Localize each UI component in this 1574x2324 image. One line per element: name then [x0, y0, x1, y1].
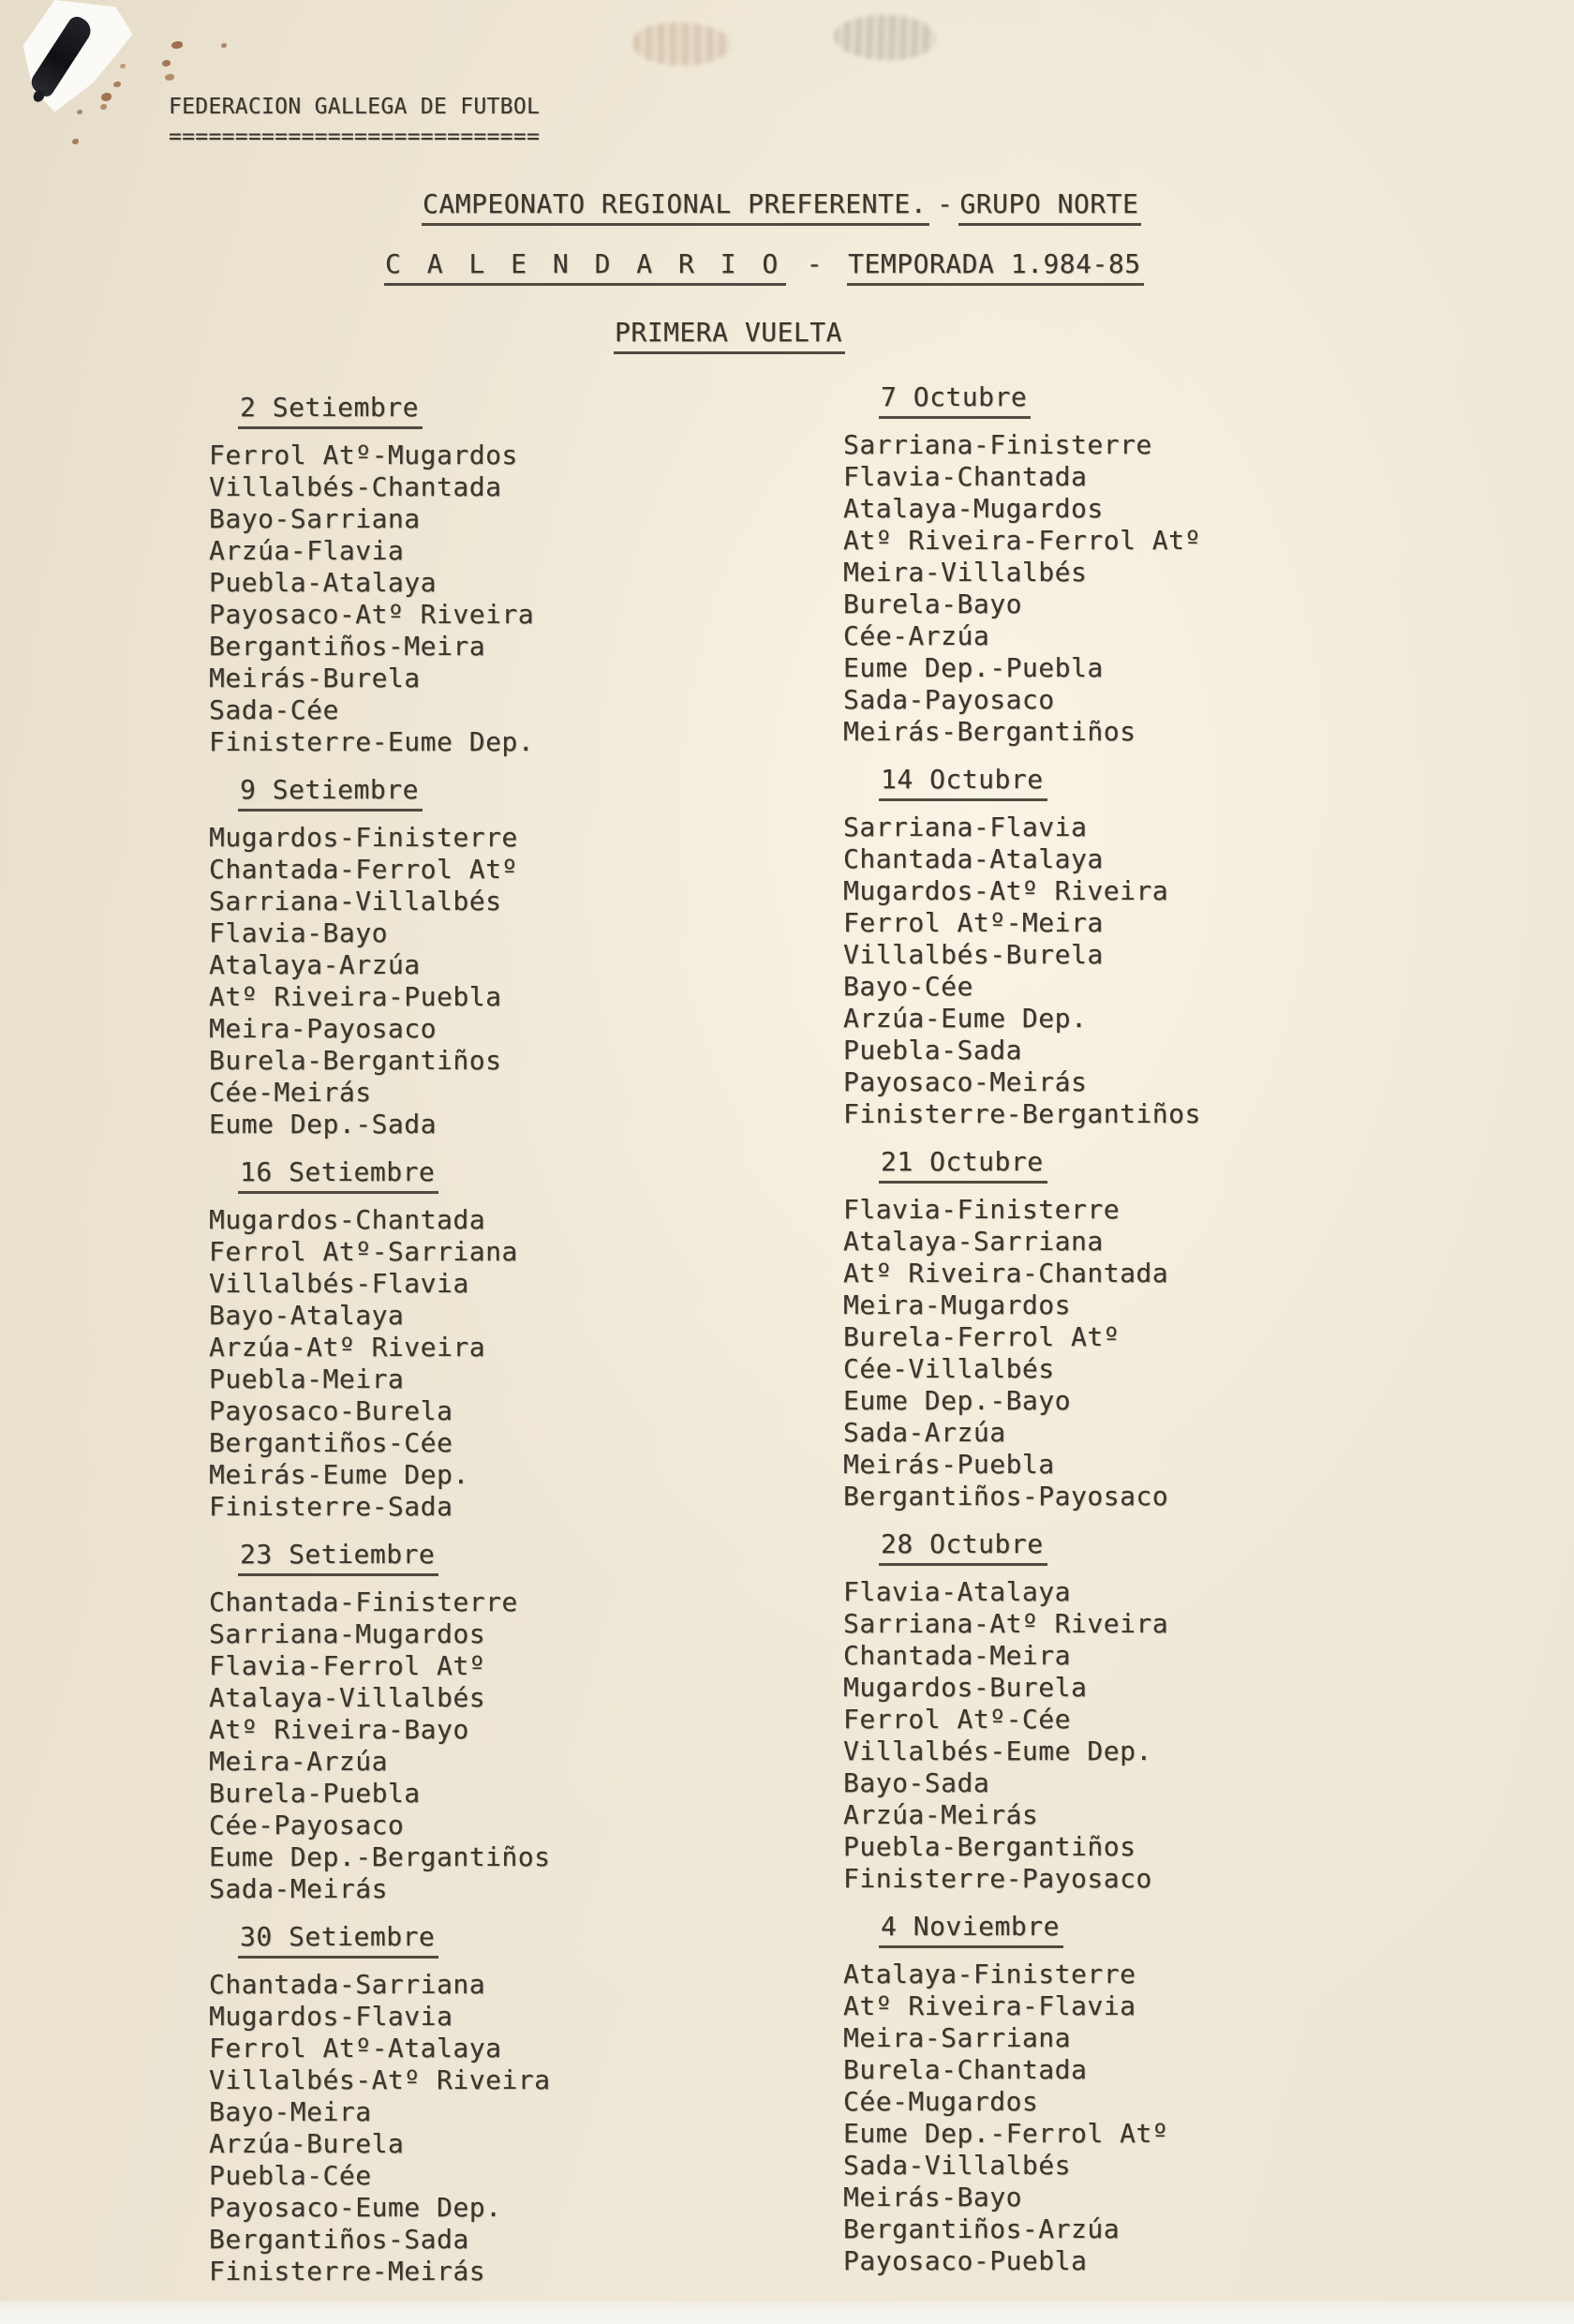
match-fixture: Sarriana-Flavia: [843, 812, 1088, 842]
match-fixture: Finisterre-Eume Dep.: [209, 726, 535, 757]
match-fixture: Eume Dep.-Bergantiños: [209, 1841, 551, 1872]
match-fixture: Burela-Bayo: [843, 588, 1022, 619]
match-fixture: Meirás-Burela: [209, 663, 421, 693]
match-fixture: Puebla-Sada: [843, 1035, 1022, 1065]
matchday-section: [843, 764, 1330, 1130]
paper-speck: [171, 41, 183, 49]
matchday-date-heading: 30 Setiembre: [238, 1921, 438, 1959]
matchday-fixtures: [209, 822, 696, 1140]
match-fixture: Burela-Puebla: [209, 1778, 421, 1809]
championship-title: [422, 188, 1141, 226]
match-fixture: Cée-Arzúa: [843, 620, 990, 651]
match-fixture: Payosaco-Eume Dep.: [209, 2192, 502, 2223]
match-fixture: Sarriana-Atº Riveira: [843, 1608, 1169, 1639]
match-fixture: Burela-Bergantiños: [209, 1045, 502, 1076]
match-fixture: Atalaya-Mugardos: [843, 493, 1104, 524]
matchday-fixtures: [843, 429, 1330, 748]
match-fixture: Bergantiños-Payosaco: [843, 1481, 1169, 1512]
match-fixture: Mugardos-Flavia: [209, 2001, 453, 2032]
matchday-date-heading: 2 Setiembre: [238, 392, 423, 429]
matchday-date-heading: 4 Noviembre: [879, 1911, 1063, 1948]
match-fixture: Flavia-Atalaya: [843, 1576, 1072, 1607]
match-fixture: Bergantiños-Cée: [209, 1427, 453, 1458]
match-fixture: Sarriana-Villalbés: [209, 886, 502, 916]
calendar-word: C A L E N D A R I O: [384, 248, 786, 286]
match-fixture: Ferrol Atº-Mugardos: [209, 439, 518, 470]
championship-title-main: CAMPEONATO REGIONAL PREFERENTE.: [422, 188, 929, 226]
match-fixture: Bergantiños-Meira: [209, 631, 486, 662]
subtitle-separator: -: [806, 248, 824, 279]
match-fixture: Arzúa-Atº Riveira: [209, 1332, 486, 1363]
match-fixture: Atalaya-Sarriana: [843, 1226, 1104, 1257]
match-fixture: Mugardos-Atº Riveira: [843, 875, 1169, 906]
match-fixture: Payosaco-Meirás: [843, 1066, 1088, 1097]
match-fixture: Bayo-Meira: [209, 2096, 372, 2127]
matchday-fixtures: [843, 1959, 1330, 2277]
matchday-fixtures: [209, 1204, 696, 1523]
matchday-date-heading: 7 Octubre: [879, 381, 1031, 419]
match-fixture: Cée-Meirás: [209, 1077, 372, 1108]
match-fixture: Burela-Ferrol Atº: [843, 1321, 1121, 1352]
matchday-date-heading: 23 Setiembre: [238, 1539, 438, 1576]
paper-speck: [72, 139, 79, 144]
matchday-date-heading: 14 Octubre: [879, 764, 1047, 801]
match-fixture: Arzúa-Flavia: [209, 535, 405, 566]
matchday-date-heading: 28 Octubre: [879, 1528, 1047, 1566]
match-fixture: Atº Riveira-Flavia: [843, 1990, 1136, 2021]
match-fixture: Cée-Mugardos: [843, 2086, 1039, 2117]
match-fixture: Eume Dep.-Ferrol Atº: [843, 2118, 1169, 2149]
paper-speck: [165, 74, 174, 81]
match-fixture: Eume Dep.-Sada: [209, 1109, 438, 1140]
match-fixture: Villalbés-Chantada: [209, 471, 502, 502]
matchday-section: [209, 1539, 696, 1905]
match-fixture: Sarriana-Mugardos: [209, 1618, 486, 1649]
match-fixture: Flavia-Finisterre: [843, 1194, 1121, 1225]
matchday-date-heading: 9 Setiembre: [238, 774, 423, 812]
match-fixture: Mugardos-Chantada: [209, 1204, 486, 1235]
matchday-fixtures: [843, 1194, 1330, 1512]
match-fixture: Flavia-Bayo: [209, 917, 388, 948]
match-fixture: Puebla-Meira: [209, 1363, 405, 1394]
matchday-fixtures: [209, 439, 696, 758]
match-fixture: Sada-Meirás: [209, 1873, 388, 1904]
match-fixture: Atalaya-Finisterre: [843, 1959, 1136, 1989]
title-separator: -: [937, 188, 954, 219]
match-fixture: Cée-Payosaco: [209, 1810, 405, 1840]
match-fixture: Villalbés-Atº Riveira: [209, 2064, 551, 2095]
match-fixture: Meirás-Bergantiños: [843, 716, 1136, 747]
round-title-text: PRIMERA VUELTA: [614, 317, 845, 354]
match-fixture: Payosaco-Atº Riveira: [209, 599, 535, 630]
match-fixture: Chantada-Atalaya: [843, 843, 1104, 874]
match-fixture: Sada-Villalbés: [843, 2150, 1072, 2181]
pencil-smudge: [834, 15, 935, 60]
season-label: TEMPORADA 1.984-85: [847, 248, 1143, 286]
match-fixture: Meira-Mugardos: [843, 1289, 1072, 1320]
matchday-fixtures: [843, 1576, 1330, 1895]
match-fixture: Puebla-Atalaya: [209, 567, 438, 598]
match-fixture: Meira-Arzúa: [209, 1746, 388, 1777]
pencil-smudge: [633, 22, 731, 66]
match-fixture: Ferrol Atº-Sarriana: [209, 1236, 518, 1267]
match-fixture: Sada-Payosaco: [843, 684, 1055, 715]
match-fixture: Meirás-Bayo: [843, 2182, 1022, 2212]
match-fixture: Chantada-Finisterre: [209, 1587, 518, 1617]
match-fixture: Atº Riveira-Chantada: [843, 1258, 1169, 1289]
match-fixture: Ferrol Atº-Atalaya: [209, 2033, 502, 2063]
match-fixture: Atº Riveira-Ferrol Atº: [843, 525, 1201, 556]
match-fixture: Bayo-Cée: [843, 971, 973, 1002]
match-fixture: Eume Dep.-Bayo: [843, 1385, 1072, 1416]
matchday-fixtures: [843, 812, 1330, 1130]
match-fixture: Villalbés-Eume Dep.: [843, 1736, 1152, 1766]
match-fixture: Sada-Arzúa: [843, 1417, 1006, 1448]
match-fixture: Chantada-Ferrol Atº: [209, 854, 518, 885]
match-fixture: Chantada-Sarriana: [209, 1969, 486, 2000]
match-fixture: Bayo-Sada: [843, 1767, 990, 1798]
matchday-section: [843, 1911, 1330, 2277]
match-fixture: Meira-Villalbés: [843, 557, 1088, 588]
match-fixture: Atº Riveira-Bayo: [209, 1714, 469, 1745]
scan-edge: [0, 2302, 1574, 2324]
match-fixture: Chantada-Meira: [843, 1640, 1072, 1671]
match-fixture: Payosaco-Burela: [209, 1395, 453, 1426]
paper-speck: [100, 104, 107, 110]
match-fixture: Meirás-Puebla: [843, 1449, 1055, 1480]
match-fixture: Atalaya-Villalbés: [209, 1682, 486, 1713]
matchday-section: [843, 1528, 1330, 1895]
match-fixture: Bergantiños-Sada: [209, 2224, 469, 2255]
matchday-fixtures: [209, 1969, 696, 2287]
matchday-date-heading: 21 Octubre: [879, 1146, 1047, 1184]
match-fixture: Meirás-Eume Dep.: [209, 1459, 469, 1490]
matchday-section: [843, 1146, 1330, 1512]
paper-speck: [77, 110, 82, 114]
match-fixture: Villalbés-Flavia: [209, 1268, 469, 1299]
round-title: [614, 317, 845, 354]
match-fixture: Payosaco-Puebla: [843, 2245, 1088, 2276]
paper-speck: [162, 60, 171, 67]
match-fixture: Flavia-Ferrol Atº: [209, 1650, 486, 1681]
match-fixture: Arzúa-Burela: [209, 2128, 405, 2159]
match-fixture: Finisterre-Payosaco: [843, 1863, 1152, 1894]
matchday-section: [843, 381, 1330, 748]
paper-speck: [113, 82, 121, 87]
match-fixture: Ferrol Atº-Cée: [843, 1704, 1072, 1735]
match-fixture: Mugardos-Burela: [843, 1672, 1088, 1703]
match-fixture: Finisterre-Bergantiños: [843, 1098, 1201, 1129]
match-fixture: Meira-Sarriana: [843, 2022, 1072, 2053]
matchday-fixtures: [209, 1587, 696, 1905]
match-fixture: Ferrol Atº-Meira: [843, 907, 1104, 938]
fixtures-column-right: [843, 381, 1330, 2293]
match-fixture: Bayo-Atalaya: [209, 1300, 405, 1331]
match-fixture: Puebla-Bergantiños: [843, 1831, 1136, 1862]
match-fixture: Villalbés-Burela: [843, 939, 1104, 970]
federation-name: FEDERACION GALLEGA DE FUTBOL: [169, 95, 541, 119]
championship-title-group: GRUPO NORTE: [958, 188, 1141, 226]
matchday-section: [209, 392, 696, 758]
match-fixture: Finisterre-Sada: [209, 1491, 453, 1522]
matchday-section: [209, 1921, 696, 2287]
matchday-section: [209, 1156, 696, 1523]
match-fixture: Meira-Payosaco: [209, 1013, 438, 1044]
match-fixture: Bergantiños-Arzúa: [843, 2213, 1121, 2244]
match-fixture: Arzúa-Meirás: [843, 1799, 1039, 1830]
match-fixture: Puebla-Cée: [209, 2160, 372, 2191]
match-fixture: Sada-Cée: [209, 694, 339, 725]
fixtures-column-left: [209, 392, 696, 2303]
match-fixture: Atalaya-Arzúa: [209, 949, 421, 980]
calendar-season-title: [384, 248, 1144, 286]
match-fixture: Burela-Chantada: [843, 2054, 1088, 2085]
match-fixture: Sarriana-Finisterre: [843, 429, 1152, 460]
matchday-date-heading: 16 Setiembre: [238, 1156, 438, 1194]
paper-speck: [120, 64, 126, 68]
paper-speck: [221, 43, 227, 48]
match-fixture: Eume Dep.-Puebla: [843, 652, 1104, 683]
federation-underline: ============================: [169, 125, 541, 149]
match-fixture: Finisterre-Meirás: [209, 2256, 486, 2287]
match-fixture: Flavia-Chantada: [843, 461, 1088, 492]
paper-speck: [101, 93, 111, 101]
match-fixture: Mugardos-Finisterre: [209, 822, 518, 853]
match-fixture: Bayo-Sarriana: [209, 503, 421, 534]
match-fixture: Arzúa-Eume Dep.: [843, 1003, 1088, 1034]
match-fixture: Atº Riveira-Puebla: [209, 981, 502, 1012]
matchday-section: [209, 774, 696, 1140]
match-fixture: Cée-Villalbés: [843, 1353, 1055, 1384]
